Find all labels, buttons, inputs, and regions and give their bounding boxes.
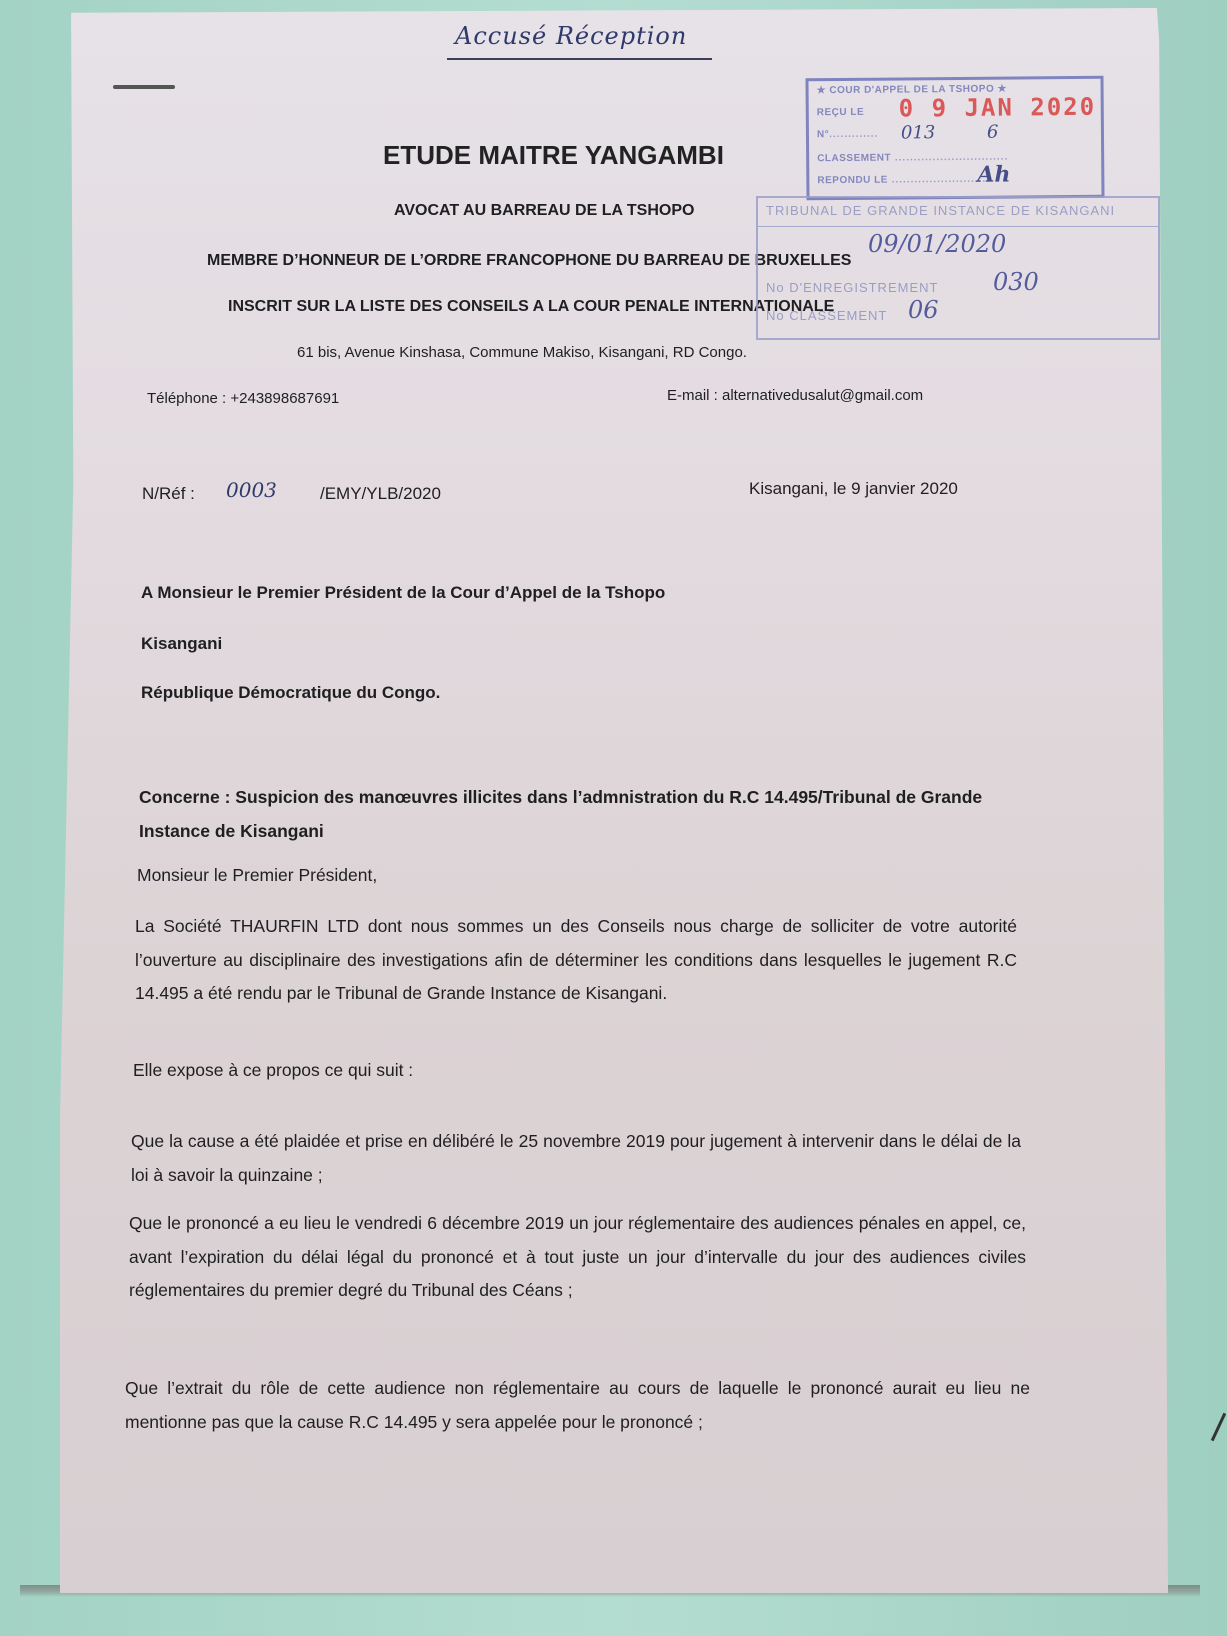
body-paragraph: La Société THAURFIN LTD dont nous sommes un des Conseils nous charge de solliciter de votre autorité l’ouverture au disciplinaire des investigations afin de déterminer les conditions dans lesquelles le jugement R.C 14.495 a été rendu par le Tribunal de Grande Instance de Kisangani. bbox=[135, 916, 1017, 1003]
stamp2-enregistrement-label: No D'ENREGISTREMENT bbox=[766, 280, 939, 295]
stamp2-enregistrement-value: 030 bbox=[993, 268, 1039, 296]
salutation: Monsieur le Premier Président, bbox=[137, 865, 378, 885]
header-line-barreau: AVOCAT AU BARREAU DE LA TSHOPO bbox=[394, 202, 695, 219]
recipient-line-3: République Démocratique du Congo. bbox=[141, 683, 441, 702]
recipient-line-1: A Monsieur le Premier Président de la Cour d’Appel de la Tshopo bbox=[141, 583, 666, 602]
subject-concerne: Concerne : Suspicion des manœuvres illicites dans l’admnistration du R.C 14.495/Tribunal de Grande Instance de Kisangani bbox=[139, 787, 983, 841]
reference-label: N/Réf : bbox=[142, 484, 195, 503]
letter-date: Kisangani, le 9 janvier 2020 bbox=[749, 479, 958, 498]
firm-name: ETUDE MAITRE YANGAMBI bbox=[383, 140, 724, 170]
body-paragraph: Que la cause a été plaidée et prise en délibéré le 25 novembre 2019 pour jugement à intervenir dans le délai de la loi à savoir la quinzaine ; bbox=[131, 1131, 1021, 1185]
stamp2-classement-label: No CLASSEMENT bbox=[766, 308, 888, 323]
staple-mark bbox=[113, 85, 175, 89]
stamp2-date: 09/01/2020 bbox=[868, 230, 1007, 258]
stamp-repondu-label: REPONDU LE .......................... bbox=[817, 173, 990, 187]
stamp-cour-appel bbox=[805, 76, 1104, 201]
recipient-line-2: Kisangani bbox=[141, 634, 223, 653]
handwritten-underline bbox=[447, 58, 712, 60]
stamp2-title: TRIBUNAL DE GRANDE INSTANCE DE KISANGANI bbox=[766, 203, 1116, 218]
handwritten-acknowledgement: Accusé Réception bbox=[455, 22, 688, 50]
stamp-classement-label: CLASSEMENT .............................. bbox=[817, 151, 1009, 165]
reference-number: 0003 bbox=[226, 478, 277, 502]
stamp-numero-suffix: 6 bbox=[986, 121, 999, 143]
stamp-recu-label: REÇU LE bbox=[816, 106, 865, 119]
stamp2-classement-value: 06 bbox=[908, 296, 939, 324]
firm-email: E-mail : alternativedusalut@gmail.com bbox=[667, 387, 924, 404]
body-paragraph: Elle expose à ce propos ce qui suit : bbox=[133, 1060, 414, 1080]
body-paragraph: Que le prononcé a eu lieu le vendredi 6 décembre 2019 un jour réglementaire des audiences pénales en appel, ce, avant l’expiration du délai légal du prononcé et à tout juste un jour d’intervalle du jour des audiences civiles réglementaires du premier degré du Tribunal des Céans ; bbox=[129, 1213, 1026, 1300]
header-line-inscrit: INSCRIT SUR LA LISTE DES CONSEILS A LA COUR PENALE INTERNATIONALE bbox=[228, 298, 835, 315]
stamp-numero-label: N°............. bbox=[816, 128, 879, 141]
stamp-numero-value: 013 bbox=[900, 122, 936, 144]
stamp2-divider bbox=[758, 226, 1158, 227]
body-paragraph: Que l’extrait du rôle de cette audience non réglementaire au cours de laquelle le prononcé aurait eu lieu ne mentionne pas que la cause R.C 14.495 y sera appelée pour le prononcé ; bbox=[125, 1378, 1030, 1432]
firm-address: 61 bis, Avenue Kinshasa, Commune Makiso, Kisangani, RD Congo. bbox=[297, 344, 747, 361]
stamp-title: ★ COUR D'APPEL DE LA TSHOPO ★ bbox=[816, 83, 1008, 97]
reference-suffix: /EMY/YLB/2020 bbox=[320, 484, 441, 503]
firm-telephone: Téléphone : +243898687691 bbox=[147, 390, 340, 407]
stamp-initials: Ah bbox=[977, 161, 1011, 188]
stamp-date: 0 9 JAN 2020 bbox=[898, 92, 1097, 123]
stamp-tribunal bbox=[756, 196, 1160, 340]
header-line-membre: MEMBRE D’HONNEUR DE L’ORDRE FRANCOPHONE DU BARREAU DE BRUXELLES bbox=[207, 252, 852, 269]
